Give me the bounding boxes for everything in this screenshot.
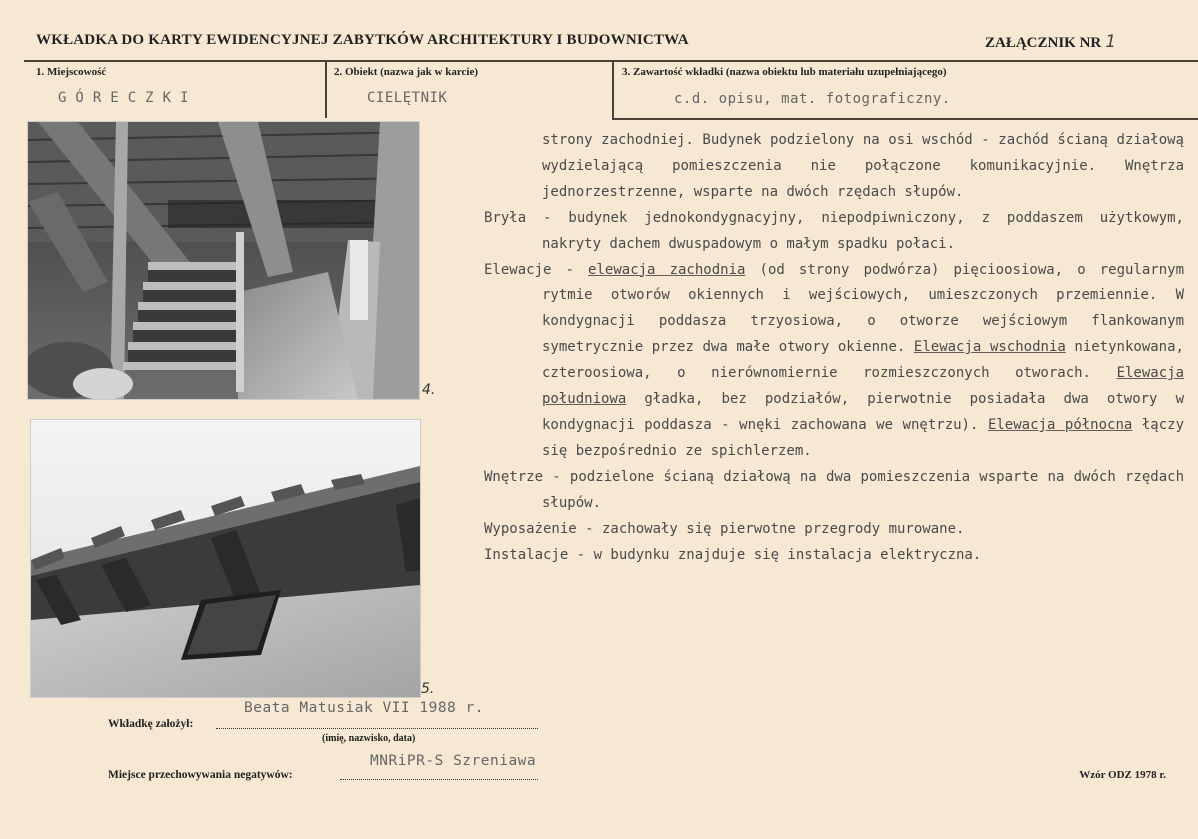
description-intro: strony zachodniej. Budynek podzielony na osi wschód - zachód ścianą działową wydzielającą pomieszczenia nie połączone komunikacyjnie. Wnętrza jednorzestrzenne, wsparte na dwóch rzędach słupów. [542, 132, 1184, 200]
description-instalacje: Instalacje - w budynku znajduje się instalacja elektryczna. [484, 546, 982, 563]
elewacja-wschodnia-underlined: Elewacja wschodnia [913, 339, 1066, 356]
author-label: Wkładkę założył: [108, 718, 194, 730]
photo-interior-stairs [27, 121, 420, 400]
elewacje-part-e: łączy się bezpośrednio ze spichlerzem. [542, 416, 1184, 459]
description-wyposazenie: Wyposażenie - zachowały się pierwotne przegrody murowane. [484, 520, 965, 537]
annex-number: 1 [1105, 32, 1117, 52]
description-elewacje [484, 258, 1184, 465]
photo-interior-stairs-image [28, 122, 419, 399]
form-code: Wzór ODZ 1978 r. [1079, 769, 1166, 781]
content-value: c.d. opisu, mat. fotograficzny. [674, 91, 951, 107]
annex-label [985, 32, 1116, 52]
elewacja-polnocna-underlined: Elewacja północna [987, 416, 1133, 433]
header-rule-top [24, 60, 1198, 62]
card-title: WKŁADKA DO KARTY EWIDENCYJNEJ ZABYTKÓW ARCHITEKTURY I BUDOWNICTWA [36, 32, 689, 48]
author-dotted-line [216, 728, 538, 729]
negatives-dotted-line [340, 779, 538, 780]
elewacje-part-c: nietynkowana, czteroosiowa, o nierównomiernie rozmieszczonych otworach. [542, 339, 1184, 382]
locality-value: GÓRECZKI [58, 90, 198, 106]
elewacja-zachodnia-underlined: elewacja zachodnia [588, 261, 746, 278]
object-label: 2. Obiekt (nazwa jak w karcie) [334, 66, 479, 78]
field-divider-2 [612, 61, 614, 118]
elewacje-part-b: (od strony podwórza) pięcioosiowa, o regularnym rytmie otworów okiennych i wejściowych, umieszczonych przemiennie. W kondygnacji poddasza trzyosiowa, o otworze wejściowym flankowanym symetrycznie przez dwa małe otwory okienne. [542, 261, 1185, 356]
field-divider-1 [325, 61, 327, 118]
description-text [484, 128, 1184, 568]
content-label: 3. Zawartość wkładki (nazwa obiektu lub materiału uzupełniającego) [622, 66, 947, 78]
photo-eaves-window-image [31, 420, 420, 697]
description-bryla: Bryła - budynek jednokondygnacyjny, niepodpiwniczony, z poddaszem użytkowym, nakryty dachem dwuspadowym o małym spadku połaci. [484, 209, 1184, 252]
object-value: CIELĘTNIK [367, 90, 448, 106]
locality-label: 1. Miejscowość [36, 66, 107, 78]
photo-number-4: 4. [422, 382, 436, 398]
author-value: Beata Matusiak VII 1988 r. [244, 700, 484, 716]
elewacja-poludniowa-underlined: Elewacja południowa [542, 365, 1184, 408]
photo-eaves-window [30, 419, 421, 698]
author-sublabel: (imię, nazwisko, data) [322, 733, 416, 744]
description-wnetrze: Wnętrze - podzielone ścianą działową na dwa pomieszczenia wsparte na dwóch rzędach słupów. [484, 468, 1184, 511]
photo-number-5: 5. [421, 681, 435, 697]
elewacje-part-a: Elewacje - [484, 261, 589, 278]
header-rule-bottom [612, 118, 1198, 120]
negatives-label: Miejsce przechowywania negatywów: [108, 769, 293, 781]
negatives-value: MNRiPR-S Szreniawa [370, 753, 537, 769]
annex-label-text: ZAŁĄCZNIK NR [985, 35, 1102, 51]
elewacje-part-d: gładka, bez podziałów, pierwotnie posiadała dwa otwory w kondygnacji poddasza - wnęki zachowana we wnętrzu). [542, 391, 1184, 433]
